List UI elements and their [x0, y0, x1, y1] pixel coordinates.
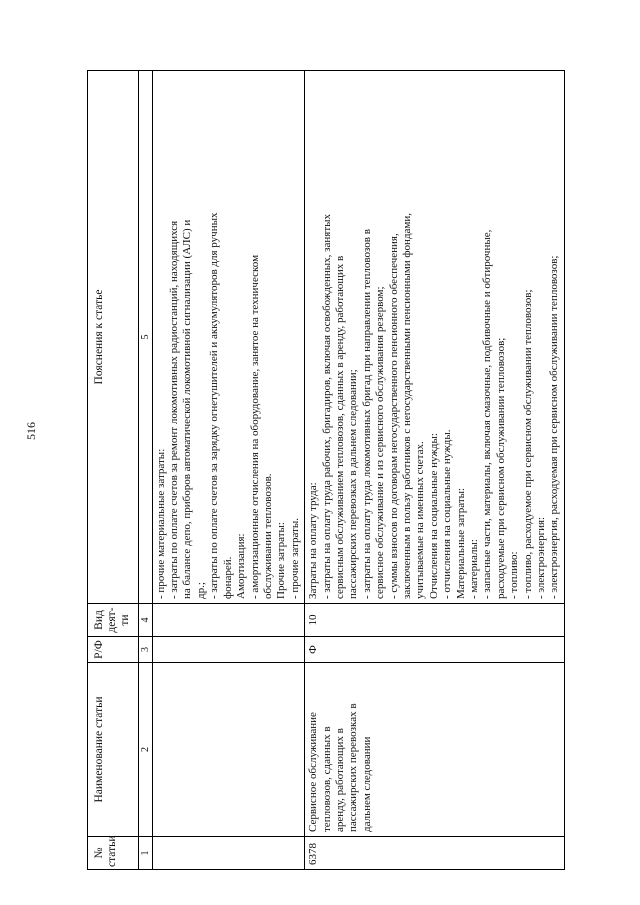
explanation-line: - прочие материальные затраты:	[154, 448, 167, 599]
item-name-line: аренду, работающих в	[333, 728, 346, 832]
explanation-line: учитываемые на именных счетах.	[414, 441, 427, 599]
explanation-line: - затраты на оплату труда рабочих, бригадиров, включая освобожденных, занятых	[320, 213, 333, 599]
table-header-row	[88, 71, 139, 870]
explanation-line: - топливо, расходуемое при сервисном обслуживании тепловозов;	[521, 289, 534, 599]
explanation-line: - суммы взносов по договорам негосударственного пенсионного обеспечения,	[387, 233, 400, 599]
explanation-line: - электроэнергия, расходуемая при сервисном обслуживании тепловозов;	[548, 255, 561, 599]
column-number: 2	[138, 663, 152, 837]
explanation-line: сервисное обслуживание и из сервисного обслуживания резервом;	[374, 286, 387, 599]
rotated-page	[87, 70, 627, 870]
explanation-line: Амортизация:	[235, 533, 248, 599]
explanation-line: Затраты на оплату труда:	[307, 482, 320, 599]
explanation-line: - топливо:	[508, 551, 521, 599]
item-name-line: Сервисное обслуживание	[307, 712, 320, 832]
explanation-line: - материалы:	[468, 539, 480, 599]
header-item-name: Наименование статьи	[88, 663, 139, 837]
explanation-line: обслуживании тепловозов.	[261, 473, 274, 599]
table-row	[152, 71, 304, 870]
table-row	[305, 71, 565, 870]
item-name-line: тепловозов, сданных в	[320, 726, 333, 832]
rf-cell: Ф	[305, 637, 565, 663]
explanation-line: - отчисления на социальные нужды.	[441, 429, 454, 599]
explanation-line: Прочие затраты:	[275, 522, 288, 599]
item-name-line: пассажирских перевозках в	[347, 703, 360, 832]
item-name-cell	[152, 663, 304, 837]
header-activity-type: Вид деят-ти	[88, 604, 139, 637]
item-number-cell	[152, 837, 304, 870]
explanation-line: - электроэнергия:	[535, 516, 548, 599]
header-explanations: Пояснения к статье	[88, 71, 139, 604]
explanation-line: на балансе депо, приборов автоматической локомотивной сигнализации (АЛС) и	[181, 219, 194, 599]
explanation-line: пассажирских перевозках в дальнем следовании;	[347, 369, 360, 599]
column-number: 5	[138, 71, 152, 604]
item-number-cell: 6378	[305, 837, 565, 870]
rf-cell	[152, 637, 304, 663]
explanation-line: заключенным в пользу работников с негосударственными пенсионными фондами,	[400, 212, 413, 599]
explanation-line: - прочие затраты.	[288, 518, 301, 599]
column-number: 3	[138, 637, 152, 663]
explanation-line: расходуемые при сервисном обслуживании тепловозов;	[494, 337, 507, 599]
column-number-row	[138, 71, 152, 870]
explanation-line: - запасные части, материалы, включая смазочные, подбивочные и обтирочные,	[481, 229, 494, 599]
explanation-line: - затраты на оплату труда локомотивных бригад при направлении тепловозов в	[360, 229, 373, 599]
column-number: 1	[138, 837, 152, 870]
explanation-line: фонарей.	[221, 556, 234, 599]
explanation-cell	[152, 71, 304, 604]
explanation-line: сервисным обслуживанием тепловозов, сданных в аренду, работающих в	[333, 255, 346, 599]
item-name-cell	[305, 663, 565, 837]
page-number: 516	[24, 422, 38, 440]
explanation-line: - амортизационные отчисления на оборудование, занятое на техническом	[248, 254, 261, 599]
explanation-line: Материальные затраты:	[454, 487, 467, 599]
item-name-line: дальнем следовании	[360, 736, 373, 832]
header-item-number: № статьи	[88, 837, 139, 870]
activity-cell	[152, 604, 304, 637]
explanation-line: др.;	[194, 582, 207, 599]
explanation-line: - затраты по оплате счетов за ремонт локомотивных радиостанций, находящихся	[168, 220, 181, 599]
header-rf: Р/Ф	[88, 637, 139, 663]
explanation-line: Отчисления на социальные нужды:	[427, 433, 440, 599]
cost-items-table	[87, 70, 565, 870]
explanation-line: - затраты по оплате счетов за зарядку огнетушителей и аккумуляторов для ручных	[208, 212, 221, 599]
column-number: 4	[138, 604, 152, 637]
explanation-cell	[305, 71, 565, 604]
activity-cell: 10	[305, 604, 565, 637]
